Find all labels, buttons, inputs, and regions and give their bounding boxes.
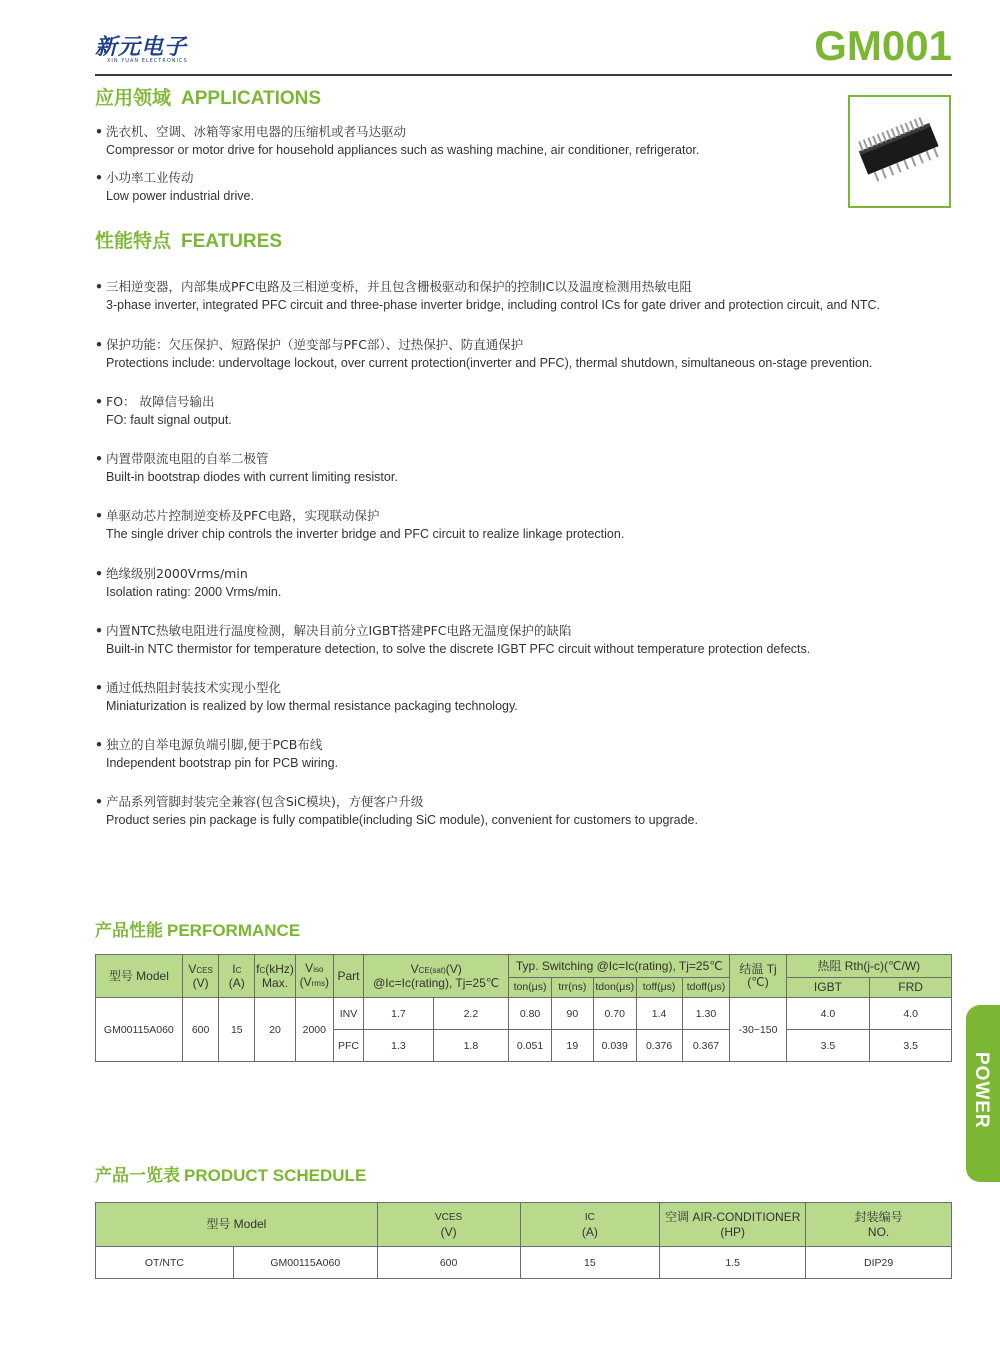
logo-subtext: XIN YUAN ELECTRONICS	[107, 58, 188, 64]
applications-title-en: APPLICATIONS	[181, 88, 322, 109]
header-tdoff: tdoff(μs)	[682, 978, 730, 998]
header-ic: IC (A)	[520, 1203, 660, 1247]
application-item: • 洗衣机、空调、冰箱等家用电器的压缩机或者马达驱动 Compressor or motor drive for household appliances such as washing machine, air conditioner, refrigerator.	[95, 124, 700, 157]
feature-item: • FO： 故障信号输出 FO: fault signal output.	[95, 394, 232, 427]
table-row	[96, 998, 952, 1030]
header-frd: FRD	[870, 978, 952, 998]
header-viso: Viso (Vrms)	[295, 955, 333, 998]
bullet-icon: •	[95, 124, 103, 139]
feature-item: • 单驱动芯片控制逆变桥及PFC电路，实现联动保护 The single driver chip controls the inverter bridge and PFC circuit to realize linkage protection.	[95, 508, 625, 541]
bullet-icon: •	[95, 566, 103, 581]
header-ic: IC (A)	[219, 955, 255, 998]
cell-ton: 0.051	[509, 1030, 552, 1062]
performance-title: 产品性能 PERFORMANCE	[95, 921, 301, 941]
cell-ac: 1.5	[660, 1247, 806, 1279]
bullet-icon: •	[95, 794, 103, 809]
header-fc: fC(kHz) Max.	[255, 955, 296, 998]
cell-fc: 20	[255, 998, 296, 1062]
performance-table	[95, 954, 952, 1062]
cell-tdoff: 0.367	[682, 1030, 730, 1062]
features-title-zh: 性能特点	[95, 230, 172, 252]
bullet-icon: •	[95, 279, 103, 294]
model-title: GM001	[814, 22, 952, 69]
cell-tj: -30~150	[730, 998, 786, 1062]
feature-item: • 独立的自举电源负端引脚,便于PCB布线 Independent bootstrap pin for PCB wiring.	[95, 737, 339, 770]
cell-ic: 15	[219, 998, 255, 1062]
cell-igbt: 3.5	[786, 1030, 870, 1062]
header-vce-sat: VCE(sat)(V) @Ic=Ic(rating), Tj=25℃	[364, 955, 509, 998]
header-package: 封装编号 NO.	[806, 1203, 952, 1247]
product-image	[848, 95, 951, 208]
cell-frd: 4.0	[870, 998, 952, 1030]
logo-text: 新元电子	[95, 33, 188, 60]
feature-item: • 三相逆变器，内部集成PFC电路及三相逆变桥，并且包含栅极驱动和保护的控制IC以及温度检测用热敏电阻 3-phase inverter, integrated PFC circuit and three-phase inverter bridge, including control ICs for gate driver and protection circuit, and NTC.	[95, 279, 880, 312]
header-part: Part	[333, 955, 364, 998]
cell-model: GM00115A060	[233, 1247, 377, 1279]
header-vces: VCES (V)	[182, 955, 219, 998]
cell-vce-max: 2.2	[433, 998, 508, 1030]
feature-item: • 内置NTC热敏电阻进行温度检测，解决目前分立IGBT搭建PFC电路无温度保护的缺陷 Built-in NTC thermistor for temperature detection, to solve the discrete IGBT PFC circuit without temperature protection defects.	[95, 623, 811, 656]
header-tdon: tdon(μs)	[593, 978, 636, 998]
cell-tdon: 0.70	[593, 998, 636, 1030]
bullet-icon: •	[95, 337, 103, 352]
header-tj: 结温 Tj (℃)	[730, 955, 786, 998]
feature-item: • 绝缘级别2000Vrms/min Isolation rating: 2000 Vrms/min.	[95, 566, 282, 599]
header-ton: ton(μs)	[509, 978, 552, 998]
header-model: 型号 Model	[96, 1203, 378, 1247]
header-air-conditioner: 空调 AIR-CONDITIONER (HP)	[660, 1203, 806, 1247]
header-trr: trr(ns)	[551, 978, 593, 998]
feature-item: • 保护功能：欠压保护、短路保护（逆变部与PFC部）、过热保护、防直通保护 Protections include: undervoltage lockout, over current protection(inverter and PFC), thermal shutdown, simultaneous on-stage prevention.	[95, 337, 873, 370]
cell-vce-typ: 1.7	[364, 998, 433, 1030]
schedule-title: 产品一览表 PRODUCT SCHEDULE	[95, 1166, 367, 1186]
bullet-icon: •	[95, 737, 103, 752]
cell-igbt: 4.0	[786, 998, 870, 1030]
bullet-icon: •	[95, 170, 103, 185]
bullet-icon: •	[95, 394, 103, 409]
power-side-tab-label: POWER	[971, 1052, 992, 1129]
cell-part: INV	[333, 998, 364, 1030]
cell-part: PFC	[333, 1030, 364, 1062]
cell-trr: 19	[551, 1030, 593, 1062]
cell-toff: 1.4	[636, 998, 682, 1030]
cell-ic: 15	[520, 1247, 660, 1279]
feature-item: • 内置带限流电阻的自举二极管 Built-in bootstrap diodes with current limiting resistor.	[95, 451, 398, 484]
cell-vce-max: 1.8	[433, 1030, 508, 1062]
applications-title	[95, 83, 321, 110]
cell-trr: 90	[551, 998, 593, 1030]
header-igbt: IGBT	[786, 978, 870, 998]
ipm-module-icon	[850, 97, 949, 206]
company-logo	[95, 28, 187, 62]
cell-frd: 3.5	[870, 1030, 952, 1062]
header-switching: Typ. Switching @Ic=Ic(rating), Tj=25℃	[509, 955, 730, 978]
application-item: • 小功率工业传动 Low power industrial drive.	[95, 170, 254, 203]
bullet-icon: •	[95, 623, 103, 638]
schedule-table	[95, 1202, 952, 1279]
header-rth: 热阻 Rth(j-c)(℃/W)	[786, 955, 951, 978]
cell-vces: 600	[377, 1247, 520, 1279]
cell-vces: 600	[182, 998, 219, 1062]
cell-viso: 2000	[295, 998, 333, 1062]
feature-item: • 产品系列管脚封装完全兼容(包含SiC模块)，方便客户升级 Product series pin package is fully compatible(including SiC module), convenient for customers to upgrade.	[95, 794, 698, 827]
cell-type: OT/NTC	[96, 1247, 234, 1279]
cell-ton: 0.80	[509, 998, 552, 1030]
cell-vce-typ: 1.3	[364, 1030, 433, 1062]
cell-tdon: 0.039	[593, 1030, 636, 1062]
header-toff: toff(μs)	[636, 978, 682, 998]
cell-package: DIP29	[806, 1247, 952, 1279]
cell-tdoff: 1.30	[682, 998, 730, 1030]
cell-model: GM00115A060	[96, 998, 183, 1062]
bullet-icon: •	[95, 680, 103, 695]
feature-item: • 通过低热阻封装技术实现小型化 Miniaturization is realized by low thermal resistance packaging technology.	[95, 680, 518, 713]
cell-toff: 0.376	[636, 1030, 682, 1062]
header-divider	[95, 74, 952, 76]
features-title	[95, 226, 282, 253]
bullet-icon: •	[95, 508, 103, 523]
header-model: 型号 Model	[96, 955, 183, 998]
features-title-en: FEATURES	[181, 231, 282, 252]
bullet-icon: •	[95, 451, 103, 466]
applications-title-zh: 应用领域	[95, 87, 172, 109]
header-vces: VCES (V)	[377, 1203, 520, 1247]
table-row	[96, 1247, 952, 1279]
